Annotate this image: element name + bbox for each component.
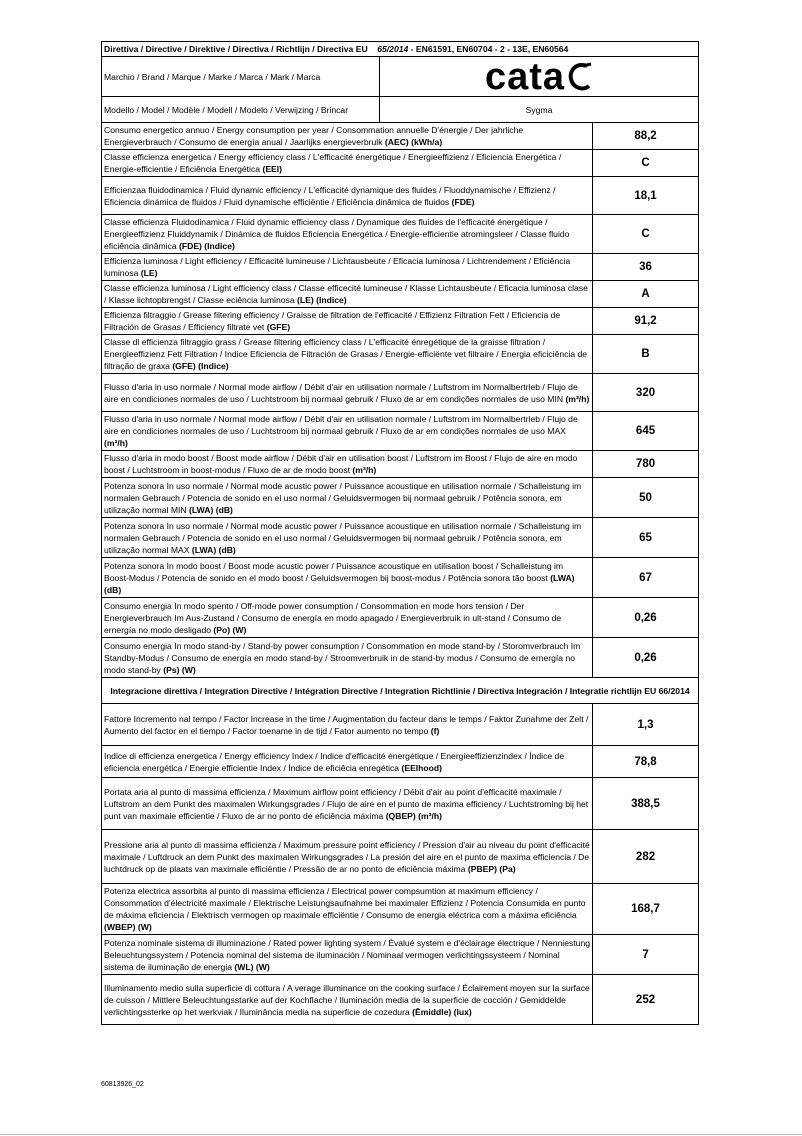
spec-label: Flusso d'aria in uso normale / Normal mode airflow / Débit d'air en utilisation normale / Luftstrom im Normalbertrleb / Flujo de aire en condiciones normales de uso / Luchtstroom bij normaal gebruik / Fluxo de ar em condições normales de uso MAX	[104, 414, 578, 436]
spec-value: 78,8	[593, 746, 699, 778]
spec-label: Potenza sonora In uso normale / Normal mode acustic power / Puissance acoustique en utilisation normale / Schalleistung im normalen Gebrauch / Potencia de sonido en el uso normal / Geluidsvermogen bij normaal gebruik / Potência sonora, em utilização normal MAX	[104, 520, 582, 555]
spec-value: 388,5	[593, 778, 699, 830]
spec-unit: (FDE)	[451, 196, 475, 207]
spec-value: C	[593, 150, 699, 177]
spec-label: Flusso d'aria in modo boost / Boost mode airflow / Débit d'air en utilisation boost / Luftstrom im Boost / Flujo de aire en modo boost / Luchtstroom in boost-modus / Fluxo de ar de modo boost	[104, 453, 578, 475]
model-value: Sygma	[380, 97, 699, 123]
spec-row	[102, 150, 699, 177]
spec-value: 0,26	[593, 638, 699, 678]
spec-value: 282	[593, 830, 699, 884]
model-label: Modello / Model / Modèle / Modell / Modelo / Verwijzing / Brincar	[102, 97, 380, 123]
spec-label: Flusso d'aria in uso normale / Normal mode airflow / Débit d'air en utilisation normale / Luftstrom im Normalbertrleb / Flujo de aire en condiciones normales de uso / Luchtstroom bij normaal gebruik / Fluxo de ar em condições normales de uso MIN	[104, 381, 578, 404]
spec-label-cell	[102, 638, 593, 678]
spec-value: 88,2	[593, 123, 699, 150]
spec-row	[102, 830, 699, 884]
spec-label: Potenza sonora In modo boost / Boost mode acustic power / Puissance acoustique en utilisation boost / Schalleistung im Boost-Modus / Potencia de sonido en el modo boost / Geluidsvermogen bij boost-modus / Potência sonora tão boost	[104, 560, 564, 583]
model-row	[102, 97, 699, 123]
spec-value: B	[593, 335, 699, 374]
spec-unit: (PBEP) (Pa)	[467, 863, 516, 874]
spec-label: Consumo energetico annuo / Energy consumption per year / Consommation annuelle D'énergie / Der jahrliche Energieverbrauch / Consumo de energía anual / Jaarlijks energieverbrulk	[104, 125, 524, 147]
spec-unit: (LWA) (dB)	[104, 572, 575, 595]
spec-value: 1,3	[593, 704, 699, 746]
spec-label-cell	[102, 412, 593, 451]
spec-value: 0,26	[593, 598, 699, 638]
spec-value: A	[593, 281, 699, 308]
directive-label: Direttiva / Directive / Direktive / Directiva / Richtlijn / Directiva EU	[104, 44, 368, 54]
page-bottom-line	[0, 1134, 802, 1135]
spec-label: Classe efficienza Fluidodinamica / Fluid dynamic efficiency class / Dynamique des fluides de l'efficacité énergétique / Energieeffizienz Fluiddynamik / Dinámica de fluidos Eficiencia Energética / Energie-efficientie atromingsleer / Classe fluido eficiência dinâmica	[104, 217, 570, 251]
spec-value: 67	[593, 558, 699, 598]
spec-unit: (LWA) (dB)	[189, 504, 233, 515]
brand-logo-cell	[380, 57, 699, 97]
spec-label-cell	[102, 308, 593, 335]
spec-unit: (GFE) (Indice)	[172, 361, 229, 371]
spec-label-cell	[102, 518, 593, 558]
spec-value: 780	[593, 451, 699, 478]
spec-label-cell	[102, 935, 593, 975]
spec-label-cell	[102, 598, 593, 638]
spec-unit: (EEI)	[262, 164, 283, 174]
spec-value: 320	[593, 374, 699, 412]
energy-label-table	[101, 41, 699, 1025]
spec-label: Efficienza luminosa / Light efficiency / Efficacité lumineuse / Lichtausbeute / Eficacia luminosa / Lichtrendement / Eficiência luminosa	[104, 256, 571, 278]
spec-label: Consumo energia In modo stand-by / Stand-by power consumption / Consommation en mode stand-by / Storomverbrauch Im Standby-Modus / Consumo de energía en modo stand-by / Stroomverbruik in de stand-by modus / Consumo de ernergía no modo stand-by	[104, 640, 581, 675]
spec-unit: (LWA) (dB)	[191, 544, 236, 555]
spec-label: Fattore Incremento nal tempo / Factor Increase in the time / Augmentation du facteur dans le temps / Faktor Zunahme der Zelt / Aumento del factor en el tiempo / Factor toename in de tijd / Fator aumento no tempo	[104, 713, 589, 736]
footer-code: 60813926_02	[101, 1081, 144, 1088]
spec-unit: (Ēmiddle) (lux)	[412, 1006, 472, 1017]
spec-value: 65	[593, 518, 699, 558]
spec-label-cell	[102, 778, 593, 830]
spec-row	[102, 598, 699, 638]
brand-logo-text: cata	[484, 56, 566, 97]
directive-header-cell	[102, 42, 699, 57]
spec-row	[102, 558, 699, 598]
spec-value: 36	[593, 254, 699, 281]
spec-row	[102, 746, 699, 778]
spec-value: 645	[593, 412, 699, 451]
spec-row	[102, 177, 699, 215]
brand-label: Marchio / Brand / Marque / Marke / Marca / Mark / Marca	[102, 57, 380, 97]
spec-row	[102, 518, 699, 558]
spec-label: Potenza nominale sistema di illuminazione / Rated power lighting system / Évalué system e d'éclairage électrique / Nenniestung Beleuchtungssystem / Potencia nominal del sistema de iluminación / Nominaal vermogen verlichtingssysteem / Nominal sistema de iluminação de energia	[104, 937, 591, 972]
spec-label: Illuminamento medio sulla superficie di cottura / A verage illuminance on the cooking surface / Éclairement moyen sur la surface de cuisson / Mittlere Beleuchtungsstarke auf der Kochflache / Iluminación media de la superficie de cocción / Gemiddelde verlichtingssterke op het werkviak / Iluminância media na superficie de cozedura	[104, 982, 590, 1017]
spec-row	[102, 281, 699, 308]
spec-label: Classe efficienza luminosa / Light efficiency class / Classe efficecité lumineuse / Klasse Lichtausbeute / Eficacia luminosa clase / Klasse lichtopbrengst / Classe eciência luminosa	[104, 283, 588, 305]
standards-list: - EN61591, EN60704 - 2 - 13E, EN60564	[408, 44, 569, 54]
spec-unit: (f)	[430, 725, 440, 736]
spec-unit: (Ps) (W)	[163, 664, 196, 675]
spec-row	[102, 778, 699, 830]
spec-label-cell	[102, 177, 593, 215]
spec-row	[102, 412, 699, 451]
spec-label-cell	[102, 123, 593, 150]
spec-label-cell	[102, 215, 593, 254]
spec-row	[102, 123, 699, 150]
spec-unit: (WL) (W)	[234, 961, 270, 972]
spec-row	[102, 935, 699, 975]
spec-label: Consumo energia In modo spento / Off-mode power consumption / Consommation en mode hors tension / Der Energieverbrauch Im Aus-Zustand / Consumo de energía en modo apagado / Energieverbruik in ult-stand / Consumo de ernergía no modo desligado	[104, 600, 562, 635]
spec-row	[102, 335, 699, 374]
spec-unit: (WBEP) (W)	[104, 922, 152, 932]
cata-emblem-icon	[567, 62, 593, 92]
spec-label-cell	[102, 281, 593, 308]
spec-unit: (AEC) (kWh/a)	[384, 137, 443, 147]
spec-label-cell	[102, 254, 593, 281]
spec-unit: (QBEP) (m³/h)	[385, 810, 443, 821]
spec-row	[102, 638, 699, 678]
spec-unit: (m³/h)	[565, 393, 590, 404]
spec-unit: (EElhood)	[401, 762, 443, 773]
spec-label: Classe dl efficienza filtraggio grass / Grease filtering efficiency class / L'efficacité énregétique de la graisse filtration / Energieeffizienz Fett Filtration / Indice Eficiencia de Filtración de Grasas / Energie-efficiënte vet filtraire / Energia eficiciência de filtração de graxa	[104, 337, 588, 371]
spec-row	[102, 884, 699, 935]
spec-row	[102, 704, 699, 746]
brand-logo	[382, 56, 696, 97]
spec-label: Efficienza filtraggio / Grease filtering efficiency / Graisse de filtration de l'efficacité / Effizienz Filtration Fett / Eficiencia de Filtración de Grasas / Efficiency filtrate vet	[104, 310, 561, 332]
spec-row	[102, 478, 699, 518]
spec-unit: (GFE)	[266, 322, 291, 332]
spec-label-cell	[102, 558, 593, 598]
spec-label-cell	[102, 704, 593, 746]
spec-label-cell	[102, 150, 593, 177]
directive-header-row	[102, 42, 699, 57]
spec-value: 168,7	[593, 884, 699, 935]
spec-label-cell	[102, 746, 593, 778]
directive-number: 65/2014	[377, 44, 409, 54]
spec-row	[102, 254, 699, 281]
spec-label-cell	[102, 975, 593, 1025]
spec-label-cell	[102, 884, 593, 935]
spec-value: 7	[593, 935, 699, 975]
spec-unit: (LE) (Indice)	[296, 295, 347, 305]
spec-label: Indice di efficienza energetica / Energy efficiency Index / Indice d'efficacité énergétique / Energieeffizienzindex / Índice de eficiencia energética / Energie efficientie Index / Índice de eficiêcia enregética	[104, 750, 565, 773]
spec-row	[102, 975, 699, 1025]
spec-row	[102, 308, 699, 335]
spec-value: 50	[593, 478, 699, 518]
spec-label: Efficienzaa fluidodinamica / Fluid dynamic efficiency / L'efficacité dynamique des fluides / Fluoddynamische / Effizienz / Eficiencia dinámica de fluidos / Fluid dynamische efficiëntie / Eficiência dinâmica de fluidos	[104, 184, 556, 207]
spec-row	[102, 451, 699, 478]
spec-row	[102, 374, 699, 412]
spec-label-cell	[102, 830, 593, 884]
spec-value: 91,2	[593, 308, 699, 335]
spec-label: Portata aria al punto di massima efficienza / Maximum airflow point efficiency / Débit d'air au point d'efficacité maximale / Luftstrom an dem Punkt des maximalen Wirkungsgrades / Flujo de aire en el punto de maxima efficiency / Luchtstromlng bij het punt van maximale efficientie / Fluxo de ar no ponto de eficiência máxima	[104, 786, 589, 821]
spec-label: Pressione aria al punto di massima efficienza / Maximum pressure point efficiency / Pression d'air au niveau du point d'efficacité maximale / Luftdruck an dem Punkt des maximalen Wirkungsgrades / La presión del aire en el punto de maxima efficiencia / De luchtdruck op de plaats van maximale efficiëntie / Pressão de ar no ponto de eficiência máxima	[104, 839, 590, 874]
spec-value: 252	[593, 975, 699, 1025]
spec-label: Potenza sonora In uso normale / Normal mode acustic power / Puissance acoustique en utilisation normale / Schalleistung im normalen Gebrauch / Potencia de sonido en el uso normal / Geluidsvermogen bij normaal gebruik / Potência sonora, em utilização normal MIN	[104, 480, 582, 515]
section-title-row	[102, 678, 699, 704]
spec-unit: (FDE) (Indice)	[179, 241, 235, 251]
spec-unit: (m³/h)	[104, 438, 128, 448]
spec-unit: (LE)	[140, 268, 158, 278]
spec-label: Classe efficienza energetica / Energy efficiency class / L'efficacité énergétique / Energieeffizienz / Eficiencia Energética / Energie-efficientie / Eficiência Energética	[104, 152, 562, 174]
spec-unit: (Po) (W)	[213, 624, 247, 635]
spec-label-cell	[102, 335, 593, 374]
spec-value: C	[593, 215, 699, 254]
brand-row	[102, 57, 699, 97]
spec-label: Potenza electrica assorbita al punto di massima efficienza / Electrical power compsumtion at maximum efficiency / Consommation d'électricité maximale / Elektrische Leistungsaufnahme bei maximaler Effizienz / Potencia Consumida en punto de máxima eficiencia / Elektrisch vermogen op maximale efficiëntie / Consumo de energia eléctrica com a máxima eficiência	[104, 886, 586, 920]
spec-row	[102, 215, 699, 254]
spec-value: 18,1	[593, 177, 699, 215]
spec-unit: (m³/h)	[352, 465, 377, 475]
spec-label-cell	[102, 478, 593, 518]
spec-label-cell	[102, 451, 593, 478]
section-title: Integracione direttiva / Integration Directive / Intégration Directive / Integration Richtlinie / Directiva Integración / Integratie richtlijn EU 66/2014	[102, 678, 699, 704]
spec-label-cell	[102, 374, 593, 412]
